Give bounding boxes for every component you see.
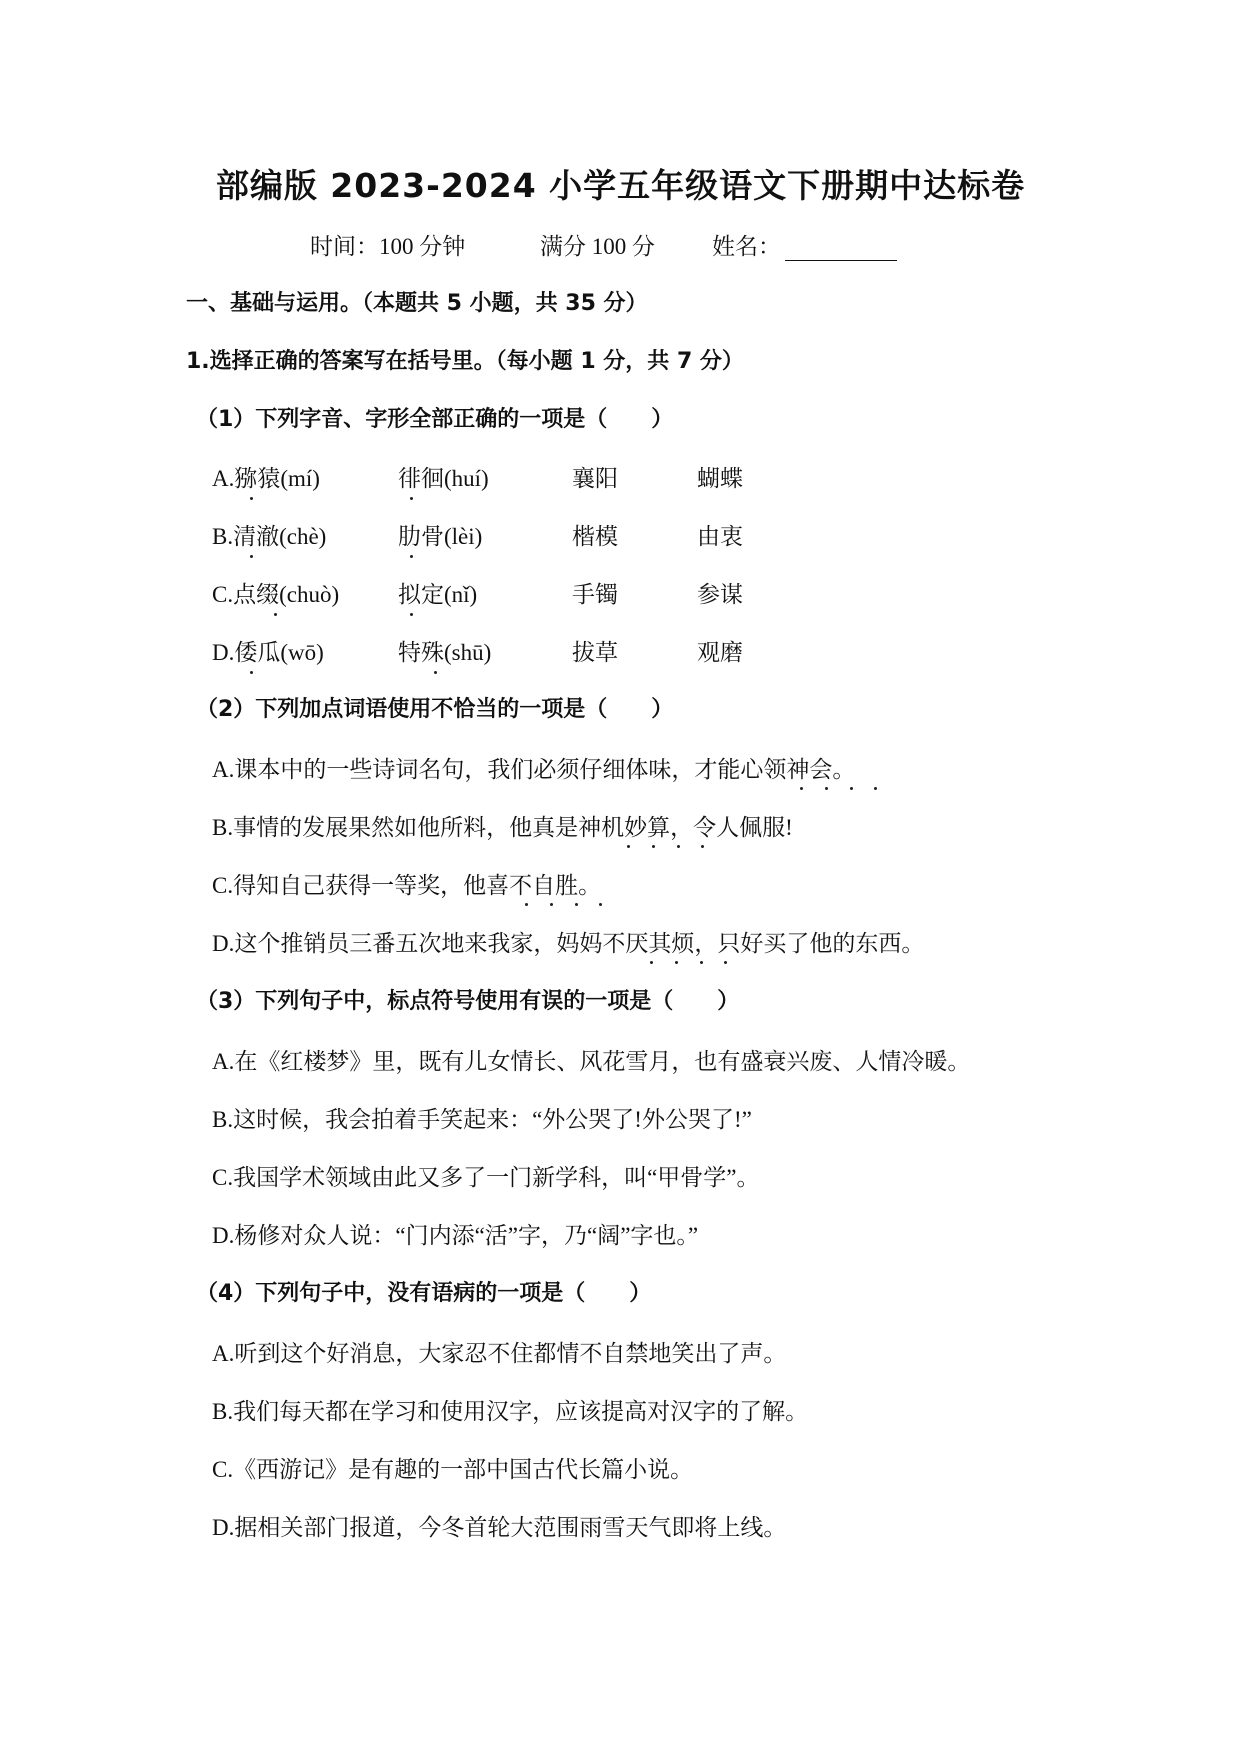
- exam-time: 时间：100 分钟: [310, 234, 466, 259]
- full-score: 满分 100 分: [540, 234, 655, 259]
- option-a-word-2: 徘徊(huí): [398, 466, 489, 491]
- question-1-2-stem: （2）下列加点词语使用不恰当的一项是（ ）: [196, 697, 674, 722]
- option-b-word-2: 肋骨(lèi): [398, 524, 483, 549]
- name-field: [712, 228, 897, 261]
- emphasis-dot: [724, 961, 727, 964]
- question-1-4-option-c: C.《西游记》是有趣的一部中国古代长篇小说。: [212, 1457, 694, 1482]
- emphasis-dot: [410, 613, 413, 616]
- option-b-word-1: B.清澈(chè): [212, 524, 327, 549]
- question-1-heading: 1.选择正确的答案写在括号里。（每小题 1 分，共 7 分）: [186, 349, 744, 374]
- question-1-2-option-c: C.得知自己获得一等奖，他喜不自胜。: [212, 873, 602, 898]
- emphasis-dot: [700, 961, 703, 964]
- emphasis-dot: [825, 787, 828, 790]
- question-1-1-stem: （1）下列字音、字形全部正确的一项是（ ）: [196, 407, 674, 432]
- option-a-word-1: A.猕猿(mí): [212, 466, 320, 491]
- question-1-3-option-b: B.这时候，我会拍着手笑起来：“外公哭了!外公哭了!”: [212, 1107, 752, 1132]
- question-1-4-option-b: B.我们每天都在学习和使用汉字，应该提高对汉字的了解。: [212, 1399, 809, 1424]
- question-1-3-option-a: A.在《红楼梦》里，既有儿女情长、风花雪月，也有盛衰兴废、人情冷暖。: [212, 1049, 971, 1074]
- emphasis-dot: [410, 555, 413, 558]
- emphasis-dot: [701, 845, 704, 848]
- emphasis-dot: [650, 961, 653, 964]
- section-heading: 一、基础与运用。（本题共 5 小题，共 35 分）: [186, 291, 648, 316]
- emphasis-dot: [599, 903, 602, 906]
- option-d-word-4: 观磨: [697, 640, 743, 665]
- emphasis-dot: [274, 613, 277, 616]
- emphasis-dot: [410, 497, 413, 500]
- option-c-word-2: 拟定(nǐ): [398, 582, 478, 607]
- question-1-3-stem: （3）下列句子中，标点符号使用有误的一项是（ ）: [196, 989, 740, 1014]
- option-d-word-3: 拔草: [572, 640, 618, 665]
- question-1-3-option-d: D.杨修对众人说：“门内添“活”字，乃“阔”字也。”: [212, 1223, 699, 1248]
- option-c-word-3: 手镯: [572, 582, 618, 607]
- option-d-word-1: D.倭瓜(wō): [212, 640, 324, 665]
- emphasis-dot: [677, 845, 680, 848]
- name-blank[interactable]: [785, 240, 897, 261]
- emphasis-dot: [627, 845, 630, 848]
- option-c-word-1: C.点缀(chuò): [212, 582, 340, 607]
- option-a-word-4: 蝴蝶: [697, 466, 743, 491]
- option-b-word-4: 由衷: [697, 524, 743, 549]
- emphasis-dot: [800, 787, 803, 790]
- emphasis-dot: [652, 845, 655, 848]
- emphasis-dot: [434, 671, 437, 674]
- emphasis-dot: [250, 671, 253, 674]
- question-1-2-option-a: A.课本中的一些诗词名句，我们必须仔细体味，才能心领神会。: [212, 757, 856, 782]
- question-1-4-option-a: A.听到这个好消息，大家忍不住都情不自禁地笑出了声。: [212, 1341, 787, 1366]
- emphasis-dot: [850, 787, 853, 790]
- question-1-3-option-c: C.我国学术领域由此又多了一门新学科，叫“甲骨学”。: [212, 1165, 760, 1190]
- emphasis-dot: [874, 787, 877, 790]
- name-label: 姓名：: [712, 234, 781, 259]
- question-1-4-option-d: D.据相关部门报道，今冬首轮大范围雨雪天气即将上线。: [212, 1515, 787, 1540]
- emphasis-dot: [525, 903, 528, 906]
- emphasis-dot: [250, 555, 253, 558]
- question-1-2-option-d: D.这个推销员三番五次地来我家，妈妈不厌其烦，只好买了他的东西。: [212, 931, 925, 956]
- emphasis-dot: [250, 497, 253, 500]
- question-1-4-stem: （4）下列句子中，没有语病的一项是（ ）: [196, 1281, 652, 1306]
- question-1-2-option-b: B.事情的发展果然如他所料，他真是神机妙算，令人佩服!: [212, 815, 793, 840]
- option-c-word-4: 参谋: [697, 582, 743, 607]
- option-a-word-3: 襄阳: [572, 466, 618, 491]
- option-d-word-2: 特殊(shū): [398, 640, 492, 665]
- exam-title: 部编版 2023-2024 小学五年级语文下册期中达标卷: [215, 166, 1026, 205]
- option-b-word-3: 楷模: [572, 524, 618, 549]
- emphasis-dot: [675, 961, 678, 964]
- emphasis-dot: [575, 903, 578, 906]
- emphasis-dot: [550, 903, 553, 906]
